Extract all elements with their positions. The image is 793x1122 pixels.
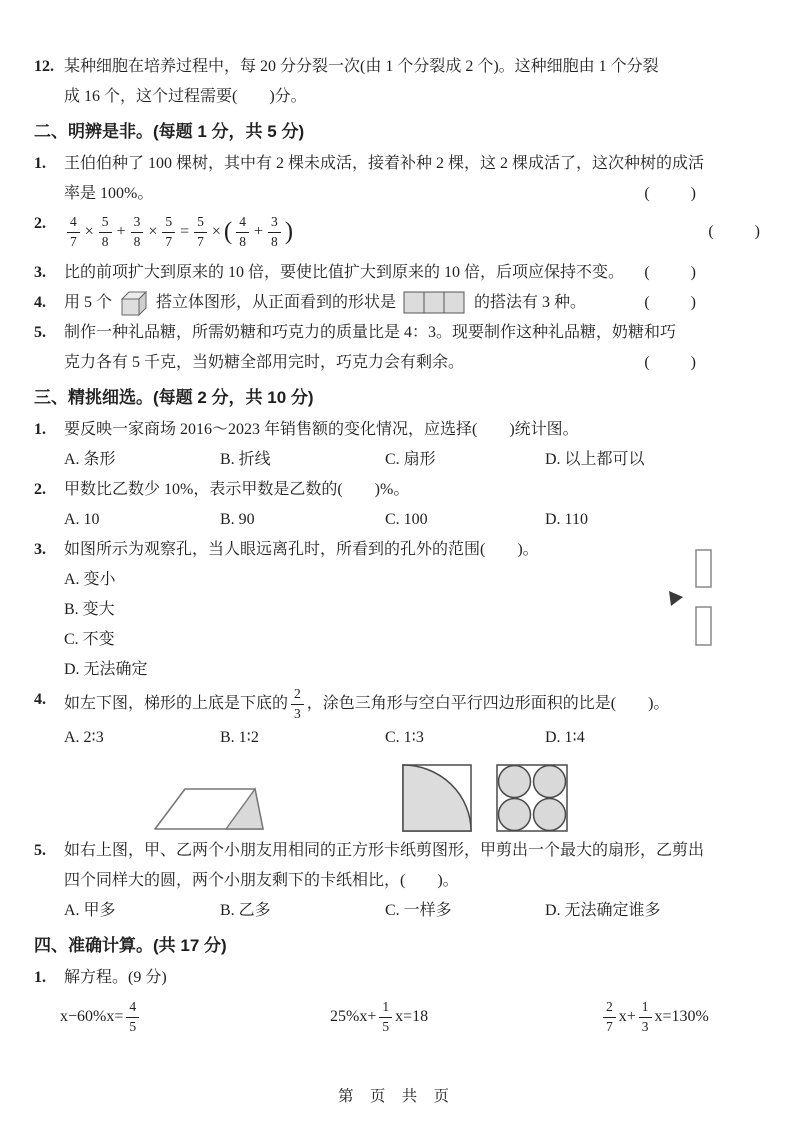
question-number: 1. bbox=[34, 420, 46, 438]
answer-parentheses: ( ) bbox=[644, 185, 699, 202]
numerator: 2 bbox=[606, 998, 613, 1014]
question-text-line: 比的前项扩大到原来的 10 倍，要使比值扩大到原来的 10 倍，后项应保持不变。 bbox=[64, 263, 625, 281]
quarter-circle-square-figure bbox=[402, 764, 472, 832]
equation-text: x−60%x= bbox=[60, 1008, 124, 1026]
question-number: 5. bbox=[34, 323, 46, 341]
answer-parentheses: ( ) bbox=[644, 263, 699, 281]
option-a: A. 2∶3 bbox=[64, 728, 104, 746]
fraction bbox=[131, 214, 144, 251]
wall-top bbox=[696, 550, 711, 587]
denominator: 5 bbox=[379, 1017, 392, 1036]
operator: + bbox=[116, 223, 126, 241]
options-row bbox=[64, 723, 763, 753]
numerator: 4 bbox=[70, 214, 77, 229]
page-footer: 第 页 共 页 bbox=[338, 1088, 455, 1105]
question-text-line: 王伯伯种了 100 棵树，其中有 2 棵未成活，接着补种 2 棵，这 2 棵成活了，这次种树的成活 bbox=[64, 155, 705, 172]
solve-equations-label bbox=[34, 963, 763, 993]
fraction bbox=[194, 214, 207, 251]
question-number: 3. bbox=[34, 263, 46, 281]
equation-text: 25%x+ bbox=[330, 1008, 377, 1026]
question-text-line: 制作一种礼品糖，所需奶糖和巧克力的质量比是 4：3。现要制作这种礼品糖，奶糖和巧 bbox=[64, 323, 677, 341]
option-a: A. 条形 bbox=[64, 450, 116, 468]
question-text-part: 用 5 个 bbox=[64, 293, 113, 311]
question-number: 1. bbox=[34, 155, 46, 172]
denominator: 5 bbox=[126, 1017, 139, 1036]
mc-question-2 bbox=[34, 475, 763, 535]
option-a: A. 10 bbox=[64, 510, 100, 528]
question-number: 12. bbox=[34, 58, 54, 75]
options-row bbox=[64, 896, 763, 926]
operator: × bbox=[84, 223, 94, 241]
option-b: B. 90 bbox=[220, 510, 255, 528]
option-b: B. 乙多 bbox=[220, 901, 271, 919]
question-number: 3. bbox=[34, 540, 46, 558]
numerator: 3 bbox=[271, 214, 278, 229]
answer-parentheses: ( ) bbox=[644, 353, 699, 371]
fraction bbox=[639, 999, 652, 1036]
open-parenthesis: ( bbox=[223, 218, 233, 246]
denominator: 7 bbox=[194, 232, 207, 251]
numerator: 5 bbox=[101, 214, 109, 229]
question-text-line bbox=[64, 288, 586, 318]
options-row bbox=[64, 505, 763, 535]
peephole-diagram bbox=[665, 549, 713, 649]
question-text-line: 某种细胞在培养过程中，每 20 分分裂一次(由 1 个分裂成 2 个)。这种细胞由 1 个分裂 bbox=[64, 58, 659, 75]
option-a: A. 变小 bbox=[64, 570, 116, 588]
option-d: D. 110 bbox=[545, 510, 588, 528]
question-number: 5. bbox=[34, 841, 46, 859]
fraction bbox=[236, 214, 249, 251]
question-text-line: 如图所示为观察孔，当人眼远离孔时，所看到的孔外的范围( )。 bbox=[64, 540, 539, 558]
question-text-line: 率是 100%。 bbox=[64, 185, 154, 202]
eye-icon bbox=[669, 591, 683, 606]
options-row bbox=[64, 445, 763, 475]
trapezoid-figure bbox=[152, 786, 274, 832]
operator: + bbox=[253, 223, 264, 241]
numerator: 1 bbox=[382, 998, 390, 1014]
four-circles-square-figure bbox=[496, 764, 568, 832]
fraction bbox=[162, 214, 175, 251]
denominator: 8 bbox=[99, 232, 112, 251]
option-b: B. 1∶2 bbox=[220, 728, 259, 746]
equations-row bbox=[60, 993, 763, 1040]
option-d: D. 1∶4 bbox=[545, 728, 585, 746]
option-c: C. 1∶3 bbox=[385, 728, 424, 746]
question-number: 2. bbox=[34, 215, 46, 232]
denominator: 8 bbox=[236, 232, 249, 251]
cube-icon bbox=[119, 289, 149, 317]
fraction bbox=[99, 214, 112, 251]
question-text-line: 成 16 个，这个过程需要( )分。 bbox=[64, 88, 307, 105]
question-text-line: 如右上图，甲、乙两个小朋友用相同的正方形卡纸剪图形，甲剪出一个最大的扇形，乙剪出 bbox=[64, 841, 705, 859]
numerator: 4 bbox=[239, 214, 246, 229]
operator: × bbox=[148, 223, 158, 241]
question-text-part: ，涂色三角形与空白平行四边形面积的比是( )。 bbox=[306, 694, 670, 712]
mc-question-4 bbox=[34, 685, 763, 753]
denominator: 7 bbox=[603, 1017, 616, 1036]
question-body bbox=[64, 52, 763, 112]
question-number: 4. bbox=[34, 690, 46, 708]
numerator: 1 bbox=[641, 998, 649, 1014]
numerator: 3 bbox=[133, 214, 141, 229]
tf-question-4 bbox=[34, 288, 763, 318]
question-text-line: 甲数比乙数少 10%，表示甲数是乙数的( )%。 bbox=[64, 480, 410, 498]
numerator: 5 bbox=[197, 214, 204, 229]
denominator: 8 bbox=[131, 232, 144, 251]
three-squares-icon bbox=[403, 291, 467, 315]
section-3-heading: 三、精挑细选。(每题 2 分，共 10 分) bbox=[34, 387, 314, 407]
question-number: 4. bbox=[34, 293, 46, 311]
question-number: 2. bbox=[34, 480, 46, 498]
sub-question-text: 解方程。(9 分) bbox=[64, 968, 167, 986]
question-text-line: 克力各有 5 千克，当奶糖全部用完时，巧克力会有剩余。 bbox=[64, 353, 465, 371]
tf-question-3 bbox=[34, 258, 763, 288]
option-c: C. 100 bbox=[385, 510, 428, 528]
answer-parentheses: ( ) bbox=[708, 223, 763, 241]
option-c: C. 不变 bbox=[64, 630, 115, 648]
equation-3 bbox=[600, 999, 709, 1036]
tf-question-2 bbox=[34, 209, 763, 258]
question-number: 1. bbox=[34, 968, 46, 986]
option-d: D. 无法确定 bbox=[64, 660, 148, 678]
denominator: 3 bbox=[639, 1017, 652, 1036]
question-text-part: 如左下图，梯形的上底是下底的 bbox=[64, 694, 289, 712]
numerator: 5 bbox=[165, 214, 173, 229]
question-12 bbox=[34, 52, 763, 112]
option-c: C. 一样多 bbox=[385, 901, 452, 919]
fraction bbox=[291, 686, 304, 723]
equation-text: x=130% bbox=[654, 1008, 709, 1026]
denominator: 7 bbox=[162, 232, 175, 251]
operator: × bbox=[211, 223, 221, 241]
fraction bbox=[126, 999, 139, 1036]
denominator: 3 bbox=[291, 704, 304, 723]
option-b: B. 变大 bbox=[64, 600, 115, 618]
tf-question-1 bbox=[34, 149, 763, 209]
operator: = bbox=[180, 223, 190, 241]
mc-question-5 bbox=[34, 836, 763, 926]
question-text-part: 搭立体图形，从正面看到的形状是 bbox=[156, 293, 397, 311]
option-c: C. 扇形 bbox=[385, 450, 436, 468]
section-4-heading: 四、准确计算。(共 17 分) bbox=[34, 935, 227, 955]
question-text-line: 四个同样大的圆，两个小朋友剩下的卡纸相比，( )。 bbox=[64, 871, 459, 889]
question-text-part: 的搭法有 3 种。 bbox=[474, 293, 587, 311]
fraction bbox=[603, 999, 616, 1036]
answer-parentheses: ( ) bbox=[644, 293, 699, 311]
fraction bbox=[268, 214, 281, 251]
fraction bbox=[67, 214, 80, 251]
option-a: A. 甲多 bbox=[64, 901, 116, 919]
option-b: B. 折线 bbox=[220, 450, 271, 468]
question-4-figures bbox=[152, 760, 763, 832]
option-d: D. 以上都可以 bbox=[545, 450, 645, 468]
wall-bottom bbox=[696, 607, 711, 645]
mc-question-1 bbox=[34, 415, 763, 475]
equation-1 bbox=[60, 999, 330, 1036]
equation bbox=[64, 214, 294, 251]
equation-2 bbox=[330, 999, 600, 1036]
tf-question-5 bbox=[34, 318, 763, 378]
numerator: 2 bbox=[294, 685, 301, 701]
numerator: 4 bbox=[129, 998, 137, 1014]
denominator: 8 bbox=[268, 232, 281, 251]
mc-question-3 bbox=[34, 535, 763, 685]
denominator: 7 bbox=[67, 232, 80, 251]
equation-text: x=18 bbox=[395, 1008, 429, 1026]
fraction bbox=[379, 999, 392, 1036]
equation-text: x+ bbox=[618, 1008, 636, 1026]
option-d: D. 无法确定谁多 bbox=[545, 901, 661, 919]
question-text-line: 要反映一家商场 2016～2023 年销售额的变化情况，应选择( )统计图。 bbox=[64, 420, 579, 438]
section-2-heading: 二、明辨是非。(每题 1 分，共 5 分) bbox=[34, 122, 305, 141]
close-parenthesis: ) bbox=[284, 218, 294, 246]
